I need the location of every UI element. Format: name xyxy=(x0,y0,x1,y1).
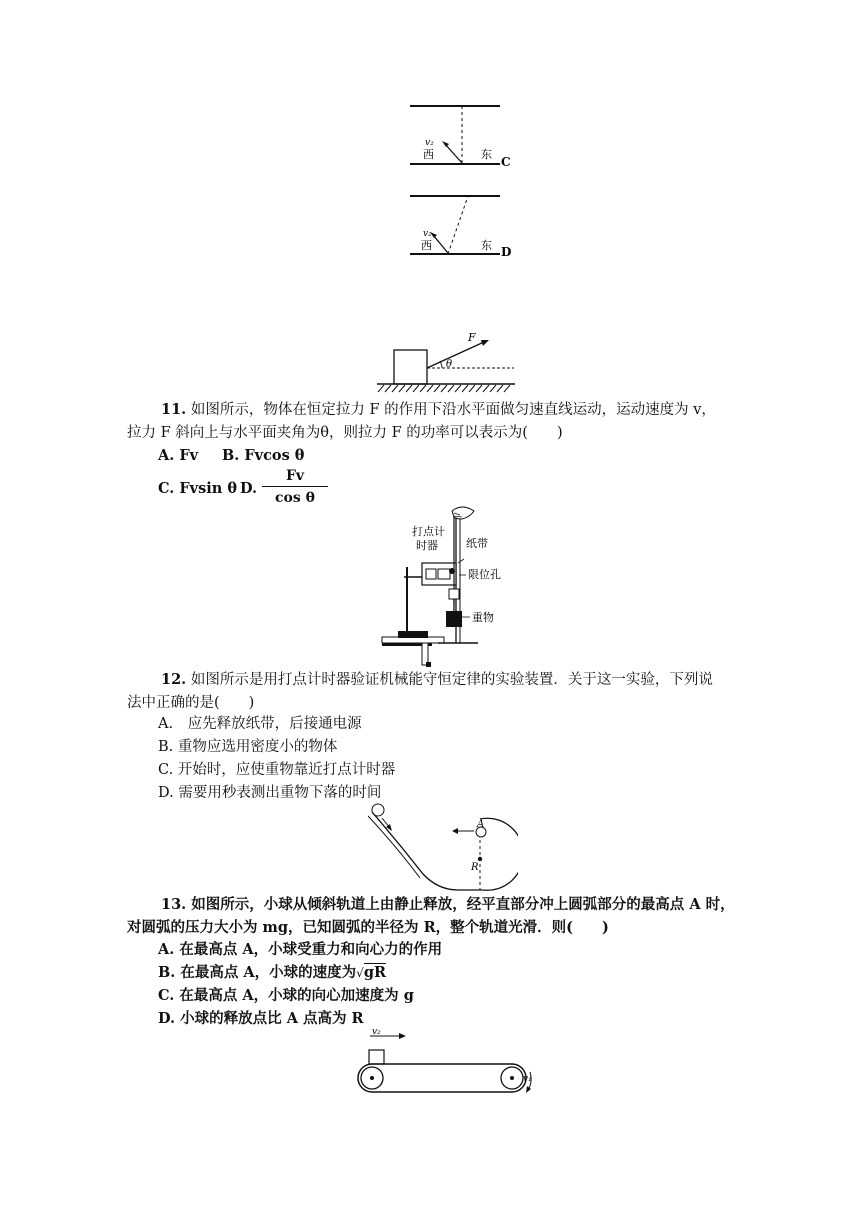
q12-option-c: C. 开始时，应使重物靠近打点计时器 xyxy=(158,762,396,778)
figure-q11 xyxy=(372,330,520,396)
v2-label: v₂ xyxy=(372,1028,381,1037)
force-label: F xyxy=(468,331,476,344)
west-label: 西 xyxy=(423,148,434,161)
question-11-stem xyxy=(127,398,739,445)
stem-line-2: 对圆弧的压力大小为 mg，已知圆弧的半径为 R，整个轨道光滑．则( ) xyxy=(127,919,609,936)
stem-line-1: 如图所示是用打点计时器验证机械能守恒定律的实验装置．关于这一实验，下列说 xyxy=(190,672,713,688)
question-number: 11. xyxy=(161,401,187,418)
angle-label: θ xyxy=(446,359,453,370)
question-number: 13. xyxy=(161,896,187,913)
point-a-label: A xyxy=(477,819,485,830)
tape-label: 纸带 xyxy=(466,537,488,550)
q13-option-a: A. 在最高点 A，小球受重力和向心力的作用 xyxy=(158,941,443,958)
option-letter: C xyxy=(501,155,511,169)
west-label: 西 xyxy=(421,239,432,252)
figure-q13 xyxy=(368,802,518,894)
figure-conveyor-belt xyxy=(352,1028,542,1098)
q12-option-d: D. 需要用秒表测出重物下落的时间 xyxy=(158,785,382,801)
q13-option-d: D. 小球的释放点比 A 点高为 R xyxy=(158,1010,364,1027)
radius-label: R xyxy=(471,862,479,873)
q12-option-a: A. 应先释放纸带，后接通电源 xyxy=(158,716,362,732)
option-letter: D xyxy=(501,245,512,259)
hole-label: 限位孔 xyxy=(468,568,501,581)
figure-option-c xyxy=(405,100,515,172)
stem-line-2: 法中正确的是( ) xyxy=(127,695,255,711)
q11-option-b: B. Fvcos θ xyxy=(222,447,305,464)
figure-option-d xyxy=(405,190,515,262)
q12-option-b: B. 重物应选用密度小的物体 xyxy=(158,739,338,755)
fraction-denominator: cos θ xyxy=(275,490,315,506)
q11-option-a: A. Fv xyxy=(158,447,199,464)
question-13-stem xyxy=(127,893,739,939)
stem-line-2: 拉力 F 斜向上与水平面夹角为θ，则拉力 F 的功率可以表示为( ) xyxy=(127,425,563,441)
v2-label: v₂ xyxy=(423,229,432,239)
stem-line-1: 如图所示，小球从倾斜轨道上由静止释放，经平直部分冲上圆弧部分的最高点 A 时， xyxy=(191,896,735,913)
sqrt-radicand: gR xyxy=(363,964,387,981)
question-number: 12. xyxy=(161,671,187,688)
q11-option-d-fraction xyxy=(262,467,328,507)
question-12-stem xyxy=(127,668,739,715)
v1-label: v₁ xyxy=(523,1074,532,1084)
timer-label-1: 打点计 xyxy=(412,525,445,538)
q13-option-b xyxy=(158,961,386,985)
q11-option-c: C. Fvsin θ xyxy=(158,480,238,497)
weight-label: 重物 xyxy=(472,611,494,624)
stem-line-1: 如图所示，物体在恒定拉力 F 的作用下沿水平面做匀速直线运动，运动速度为 v， xyxy=(190,402,716,418)
sqrt-sign: √ xyxy=(356,966,364,980)
option-b-text: B. 在最高点 A，小球的速度为 xyxy=(158,964,357,981)
east-label: 东 xyxy=(481,239,492,252)
fraction-numerator: Fv xyxy=(285,468,305,484)
q11-option-d-prefix: D. xyxy=(240,480,258,497)
figure-q12 xyxy=(378,505,508,667)
fraction-bar xyxy=(262,486,328,487)
timer-label-2: 时器 xyxy=(416,539,438,552)
q13-option-c: C. 在最高点 A，小球的向心加速度为 g xyxy=(158,987,414,1004)
east-label: 东 xyxy=(481,148,492,161)
v2-label: v₂ xyxy=(425,138,434,148)
